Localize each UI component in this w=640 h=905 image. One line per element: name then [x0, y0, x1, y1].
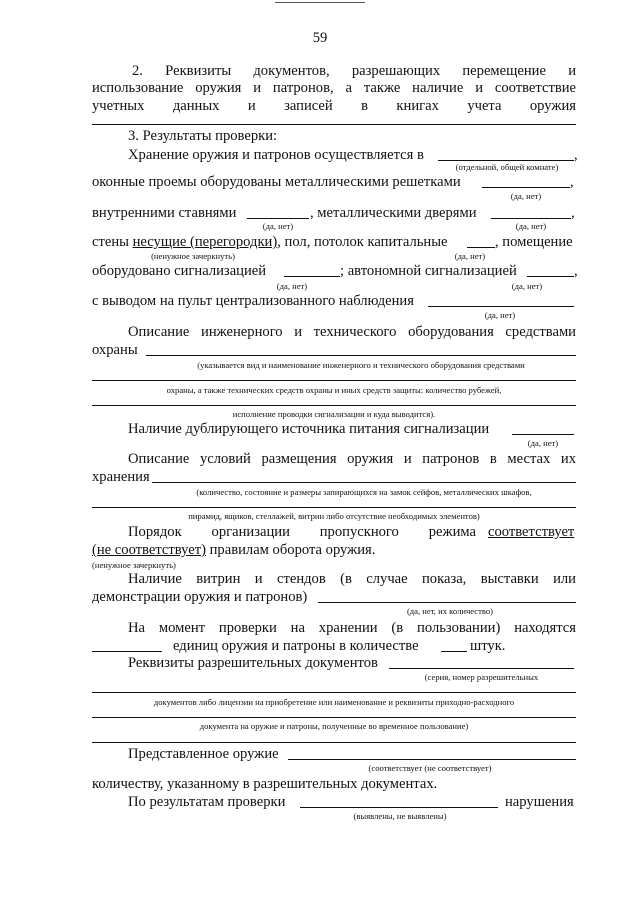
auto-alarm-label: ; автономной сигнализацией	[340, 263, 517, 279]
walls-label	[92, 234, 448, 251]
windows-field[interactable]	[482, 187, 570, 188]
metal-doors-field[interactable]	[491, 218, 571, 219]
engineering-line1: Описание инженерного и технического оборудования средствами	[128, 324, 576, 340]
engineering-hint-3: исполнение проводки сигнализации и куда выводится).	[232, 409, 436, 419]
placement-line1: Описание условий размещения оружия и патронов в местах их	[128, 451, 576, 467]
access-not-complies: (не соответствует)	[92, 542, 206, 558]
placement-hint-2: пирамид, ящиков, стеллажей, витрин либо отсутствие необходимых элементов)	[188, 511, 480, 521]
storage-hint: (отдельной, общей комнате)	[455, 162, 559, 172]
placement-field-1[interactable]	[152, 482, 576, 483]
access-regime-line1: Порядок организации пропускного режима	[128, 524, 476, 540]
section2-line1: 2. Реквизиты документов, разрешающих перемещение и	[132, 63, 576, 79]
access-rules: правилам оборота оружия.	[209, 542, 376, 558]
section2-line3: учетных данных и записей в книгах учета оружия	[92, 98, 576, 114]
backup-power-field[interactable]	[512, 434, 574, 435]
central-monitoring-field[interactable]	[428, 306, 574, 307]
permits-field-2[interactable]	[92, 692, 576, 693]
presented-weapons-hint: (соответствует (не соответствует)	[368, 763, 492, 773]
presented-weapons-label: Представленное оружие	[128, 746, 279, 762]
engineering-hint-2: охраны, а также технических средств охраны и иных средств защиты: количество рубежей,	[166, 385, 502, 395]
permits-label: Реквизиты разрешительных документов	[128, 655, 378, 671]
inner-shutters-label: внутренними ставнями	[92, 205, 237, 221]
placement-line2: хранения	[92, 469, 150, 485]
display-field[interactable]	[318, 602, 576, 603]
results-label: По результатам проверки	[128, 794, 286, 810]
auto-alarm-field[interactable]	[527, 276, 574, 277]
page-number: 59	[312, 30, 328, 46]
room-label: , помещение	[495, 234, 573, 250]
inner-shutters-hint: (да, нет)	[262, 221, 294, 231]
alarm-field[interactable]	[284, 276, 340, 277]
violations-label: нарушения	[505, 794, 574, 810]
central-monitoring-label: с выводом на пульт централизованного наблюдения	[92, 293, 414, 309]
display-line2: демонстрации оружия и патронов)	[92, 589, 308, 605]
storage-label: Хранение оружия и патронов осуществляется в	[128, 147, 424, 163]
metal-doors-hint: (да, нет)	[515, 221, 547, 231]
section2-fill-line[interactable]	[92, 124, 576, 125]
windows-comma: ,	[570, 174, 574, 190]
inner-shutters-field[interactable]	[247, 218, 309, 219]
stock-line3: штук.	[470, 638, 506, 654]
central-monitoring-hint: (да, нет)	[484, 310, 516, 320]
alarm-label: оборудовано сигнализацией	[92, 263, 267, 279]
access-complies: соответствует	[488, 524, 575, 540]
capital-hint: (да, нет)	[454, 251, 486, 261]
weapon-count-field[interactable]	[92, 651, 162, 652]
section2-line2: использование оружия и патронов, а также наличие и соответствие	[92, 80, 576, 96]
walls-rest: , пол, потолок капитальные	[277, 234, 448, 250]
results-hint: (выявлены, не выявлены)	[353, 811, 447, 821]
engineering-line2: охраны	[92, 342, 138, 358]
walls-bearing: несущие (перегородки)	[132, 234, 278, 250]
engineering-hint-1: (указывается вид и наименование инженерного и технического оборудования средствами	[197, 360, 525, 370]
windows-hint: (да, нет)	[510, 191, 542, 201]
presented-weapons-field[interactable]	[288, 759, 576, 760]
access-strike-hint: (ненужное зачеркнуть)	[92, 560, 176, 570]
permits-field-3[interactable]	[92, 717, 576, 718]
access-regime-line2	[92, 542, 375, 559]
backup-power-hint: (да, нет)	[527, 438, 559, 448]
display-hint: (да, нет, их количество)	[406, 606, 494, 616]
backup-power-label: Наличие дублирующего источника питания сигнализации	[128, 421, 490, 437]
top-rule	[275, 2, 365, 3]
metal-doors-comma: ,	[571, 205, 575, 221]
permits-field-4[interactable]	[92, 742, 576, 743]
quantity-line: количеству, указанному в разрешительных документах.	[92, 776, 438, 792]
section3-title: 3. Результаты проверки:	[128, 128, 278, 144]
stock-line1: На момент проверки на хранении (в пользовании) находятся	[128, 620, 576, 636]
auto-alarm-hint: (да, нет)	[511, 281, 543, 291]
storage-comma: ,	[574, 147, 578, 163]
metal-doors-label: , металлическими дверями	[310, 205, 477, 221]
results-field[interactable]	[300, 807, 498, 808]
engineering-field-3[interactable]	[92, 405, 576, 406]
display-line1: Наличие витрин и стендов (в случае показа, выставки или	[128, 571, 576, 587]
walls-word: стены	[92, 234, 129, 250]
windows-label: оконные проемы оборудованы металлическими решетками	[92, 174, 461, 190]
placement-field-2[interactable]	[92, 507, 576, 508]
stock-line2: единиц оружия и патроны в количестве	[173, 638, 419, 654]
capital-field[interactable]	[467, 247, 495, 248]
cartridge-count-field[interactable]	[441, 651, 467, 652]
permits-hint-3: документа на оружие и патроны, полученные во временное пользование)	[199, 721, 469, 731]
permits-hint-2: документов либо лицензии на приобретение или наименование и реквизиты приходно-расходного	[153, 697, 515, 707]
alarm-hint: (да, нет)	[276, 281, 308, 291]
engineering-field-2[interactable]	[92, 380, 576, 381]
walls-strike-hint: (ненужное зачеркнуть)	[151, 251, 235, 261]
permits-hint-1: (серия, номер разрешительных	[424, 672, 539, 682]
engineering-field-1[interactable]	[146, 355, 576, 356]
auto-alarm-comma: ,	[574, 263, 578, 279]
permits-field-1[interactable]	[389, 668, 574, 669]
placement-hint-1: (количество, состояние и размеры запирающихся на замок сейфов, металлических шкафов,	[196, 487, 532, 497]
storage-field[interactable]	[438, 160, 574, 161]
